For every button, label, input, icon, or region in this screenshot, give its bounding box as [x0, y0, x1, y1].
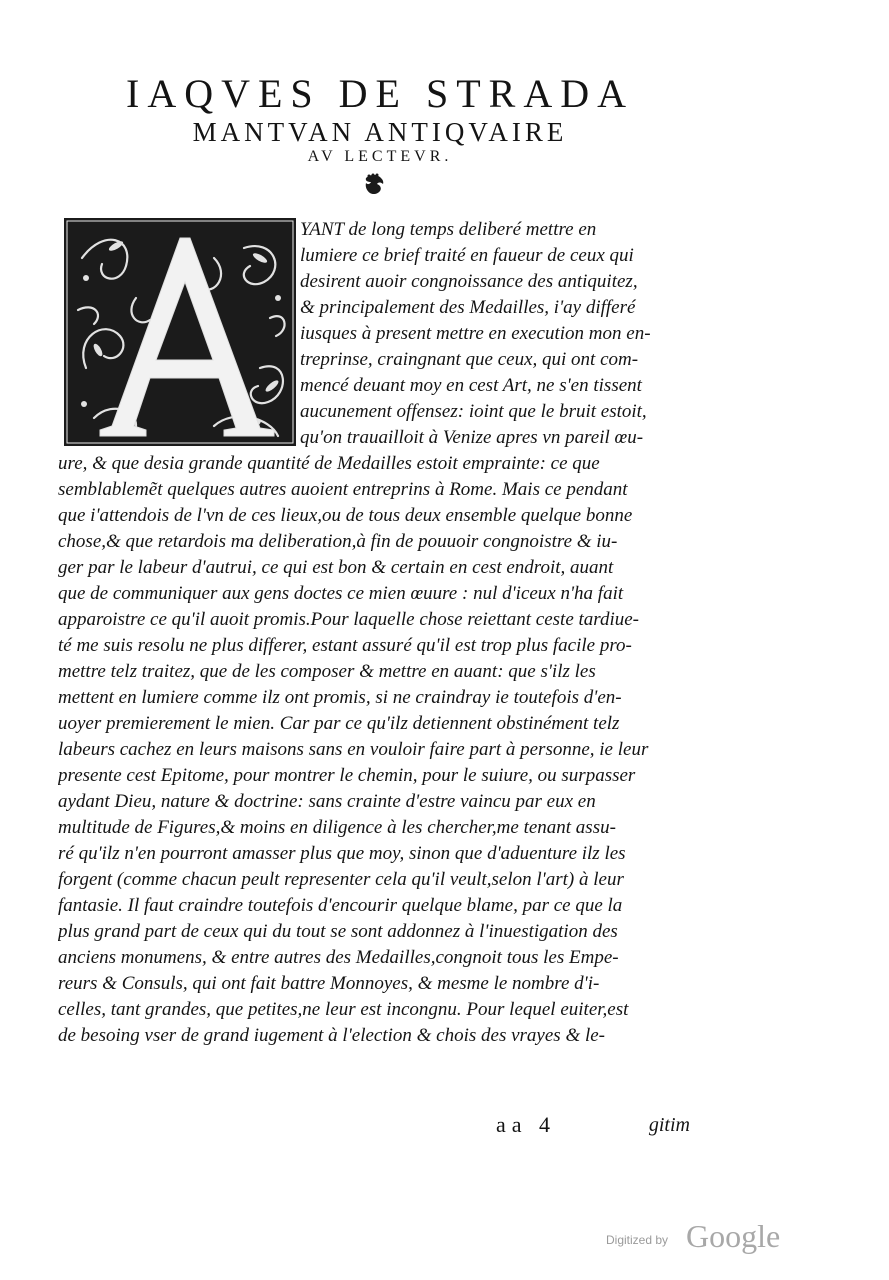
text-line: que de communiquer aux gens doctes ce mien œuure : nul d'iceux n'ha fait: [58, 583, 624, 604]
catchword: gitim: [648, 1114, 690, 1136]
text-line: treprinse, craingnant que ceux, qui ont com-: [300, 349, 639, 370]
heading-author: IAQVES DE STRADA: [126, 71, 634, 116]
text-line: reurs & Consuls, qui ont fait battre Monnoyes, & mesme le nombre d'i-: [58, 973, 600, 994]
digitized-by-label: Digitized by: [606, 1233, 669, 1247]
text-line: ré qu'ilz n'en pourront amasser plus que moy, sinon que d'aduenture ilz les: [58, 843, 626, 864]
text-line: semblablemẽt quelques autres auoient entreprins à Rome. Mais ce pendant: [58, 479, 628, 500]
text-line: mettent en lumiere comme ilz ont promis, si ne craindray ie toutefois d'en-: [58, 687, 622, 708]
text-line: multitude de Figures,& moins en diligence à les chercher,me tenant assu-: [58, 817, 616, 838]
text-line: YANT de long temps deliberé mettre en: [300, 219, 597, 240]
signature-mark: aa 4: [496, 1112, 557, 1137]
text-line: fantasie. Il faut craindre toutefois d'encourir quelque blame, par ce que la: [58, 895, 623, 916]
text-line: ure, & que desia grande quantité de Medailles estoit emprainte: ce que: [58, 453, 600, 474]
text-line: aydant Dieu, nature & doctrine: sans crainte d'estre vaincu par eux en: [58, 791, 596, 812]
text-line: ger par le labeur d'autrui, ce qui est bon & certain en cest endroit, auant: [58, 557, 614, 578]
text-line: té me suis resolu ne plus differer, estant assuré qu'il est trop plus facile pro-: [58, 635, 632, 656]
text-line: qu'on trauailloit à Venize apres vn pareil œu-: [300, 427, 644, 448]
text-line: mencé deuant moy en cest Art, ne s'en tissent: [300, 375, 642, 396]
heading-address: AV LECTEVR.: [307, 148, 453, 165]
text-line: apparoistre ce qu'il auoit promis.Pour laquelle chose reiettant ceste tardiue-: [58, 609, 640, 630]
google-watermark: Google: [686, 1218, 781, 1254]
text-line: plus grand part de ceux qui du tout se sont addonnez à l'inuestigation des: [58, 921, 618, 942]
heading-title: MANTVAN ANTIQVAIRE: [192, 117, 568, 147]
text-line: lumiere ce brief traité en faueur de ceux qui: [300, 245, 634, 266]
text-line: de besoing vser de grand iugement à l'election & chois des vrayes & le-: [58, 1025, 606, 1046]
text-line: presente cest Epitome, pour montrer le chemin, pour le suiure, ou surpasser: [58, 765, 636, 786]
text-line: forgent (comme chacun peult representer cela qu'il veult,selon l'art) à leur: [58, 869, 624, 890]
text-line: & principalement des Medailles, i'ay differé: [300, 297, 636, 318]
text-line: chose,& que retardois ma deliberation,à fin de pouuoir congnoistre & iu-: [58, 531, 618, 552]
text-line: celles, tant grandes, que petites,ne leur est incongnu. Pour lequel euiter,est: [58, 999, 629, 1020]
text-line: anciens monumens, & entre autres des Medailles,congnoit tous les Empe-: [58, 947, 619, 968]
text-line: que i'attendois de l'vn de ces lieux,ou de tous deux ensemble quelque bonne: [58, 505, 633, 526]
text-line: uoyer premierement le mien. Car par ce qu'ilz detiennent obstinément telz: [58, 713, 620, 734]
fleuron-hand-icon: [362, 172, 388, 198]
text-line: mettre telz traitez, que de les composer & mettre en auant: que s'ilz les: [58, 661, 596, 682]
text-line: labeurs cachez en leurs maisons sans en vouloir faire part à personne, ie leur: [58, 739, 649, 760]
text-line: aucunement offensez: ioint que le bruit estoit,: [300, 401, 647, 422]
text-line: iusques à present mettre en execution mon en-: [300, 323, 651, 344]
text-line: desirent auoir congnoissance des antiquitez,: [300, 271, 638, 292]
floral-dropcap-icon: [64, 218, 296, 446]
